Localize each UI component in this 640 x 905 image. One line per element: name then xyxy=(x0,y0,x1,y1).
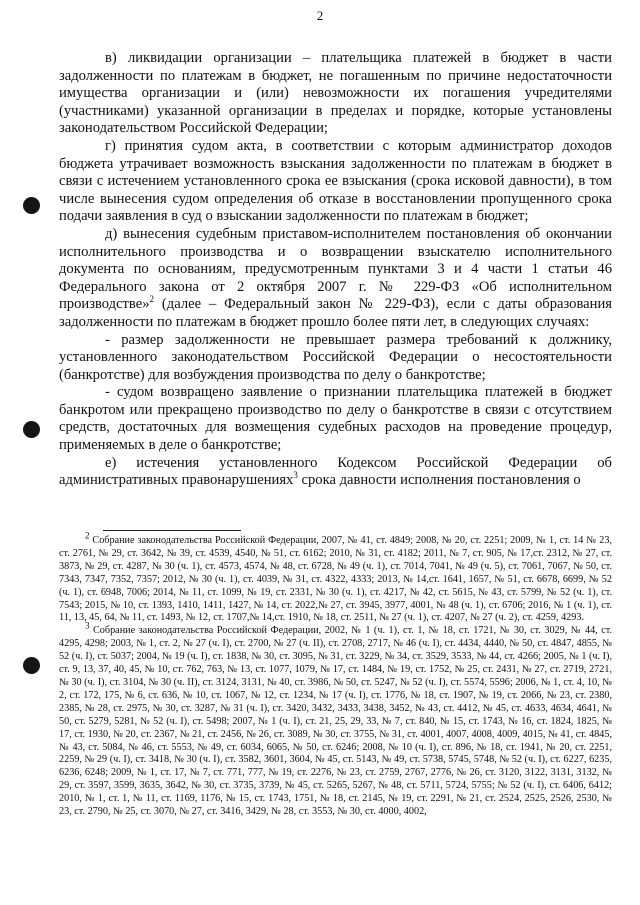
footnote-mark-3: 3 xyxy=(85,620,90,631)
paragraph-d xyxy=(59,226,612,332)
punch-hole-mark xyxy=(23,197,40,214)
footnote-3 xyxy=(59,620,612,819)
list-item-court-returned: - судом возвращено заявление о признании плательщика платежей в бюджет банкротом или прекращено производство по делу о банкротстве в связи с отсутствием средств, достаточных для возмещения судебных расходов на проведение процедур, применяемых в деле о банкротстве; xyxy=(59,384,612,454)
paragraph-v: в) ликвидации организации – плательщика платежей в бюджет в части задолженности по платежам в бюджет, не погашенным по причине недостаточности имущества организации и (или) невозможности их погашения учредителями (участниками) указанной организации в пределах и порядке, которые установлены законодательством Российской Федерации; xyxy=(59,50,612,137)
footnote-2 xyxy=(59,530,613,625)
footnote-ref-3: 3 xyxy=(293,470,298,481)
punch-hole-mark xyxy=(23,421,40,438)
paragraph-e-continuation: срока давности исполнения постановления о xyxy=(301,472,581,489)
footnotes xyxy=(59,530,613,819)
footnote-ref-2: 2 xyxy=(149,294,155,305)
footnote-mark-2: 2 xyxy=(85,530,90,541)
paragraph-d-continuation: (далее – Федеральный закон № 229-ФЗ), если с даты образования задолженности по платежам в бюджет прошло более пяти лет, в следующих случаях: xyxy=(59,296,612,330)
footnote-3-text: Собрание законодательства Российской Федерации, 2002, № 1 (ч. 1), ст. 1, № 18, ст. 1721, № 30, ст. 3029, № 44, ст. 4295, 4298; 2003, № 1, ст. 2, № 27 (ч. I), ст. 2700, № 27 (ч. II), ст. 2708, 2717, № 46 (ч. I), ст. 4434, 4440, № 50, ст. 4847, 4855, № 52 (ч. I), ст. 5037; 2004, № 19 (ч. I), ст. 1838, № 30, ст. 3095, № 31, ст. 3229, № 34, ст. 3529, 3533, № 44, ст. 4266; 2005, № 1 (ч. I), ст. 9, 13, 37, 40, 45, № 10, ст. 762, 763, № 13, ст. 1077, 1079, № 17, ст. 1484, № 19, ст. 1752, № 25, ст. 2431, № 27, ст. 2719, 2721, № 30 (ч. I), ст. 3104, № 30 (ч. II), ст. 3124, 3131, № 40, ст. 3986, № 50, ст. 5247, № 52 (ч. I), ст. 5574, 5596; 2006, № 1, ст. 4, 10, № 2, ст. 172, 175, № 6, ст. 636, № 10, ст. 1067, № 12, ст. 1234, № 17 (ч. I), ст. 1776, № 18, ст. 1907, № 19, ст. 2066, № 23, ст. 2380, 2385, № 28, ст. 2975, № 30, ст. 3287, № 31 (ч. I), ст. 3420, 3432, 3433, 3438, 3452, № 43, ст. 4412, № 45, ст. 4633, 4634, 4641, № 50, ст. 5279, 5281, № 52 (ч. I), ст. 5498; 2007, № 1 (ч. I), ст. 21, 25, 29, 33, № 7, ст. 840, № 15, ст. 1743, № 16, ст. 1824, 1825, № 17, ст. 1930, № 20, ст. 2367, № 21, ст. 2456, № 26, ст. 3089, № 30, ст. 3755, № 31, ст. 4001, 4007, 4008, 4009, 4015, № 41, ст. 4845, № 43, ст. 5084, № 46, ст. 5553, № 49, ст. 6034, 6065, № 50, ст. 6246; 2008, № 10 (ч. I), ст. 896, № 18, ст. 1941, № 20, ст. 2251, 2259, № 29 (ч. I), ст. 3418, № 30 (ч. I), ст. 3582, 3601, 3604, № 45, ст. 5143, № 49, ст. 5738, 5745, 5748, № 52 (ч. I), ст. 6227, 6235, 6236, 6248; 2009, № 1, ст. 17, № 7, ст. 771, 777, № 19, ст. 2276, № 23, ст. 2759, 2767, 2776, № 26, ст. 3120, 3122, 3131, 3132, № 29, ст. 3597, 3599, 3635, 3642, № 30, ст. 3735, 3739, № 45, ст. 5265, 5267, № 48, ст. 5711, 5724, 5755; № 52 (ч. I), ст. 6406, 6412; 2010, № 1, ст. 1, № 11, ст. 1169, 1176, № 15, ст. 1743, 1751, № 18, ст. 2145, № 19, ст. 2291, № 21, ст. 2524, 2525, 2526, 2530, № 23, ст. 2790, № 25, ст. 3070, № 27, ст. 3416, 3429, № 28, ст. 3553, № 30, ст. 4000, 4002, xyxy=(59,625,612,818)
paragraph-e xyxy=(59,455,612,490)
list-item-debt-size: - размер задолженности не превышает размера требований к должнику, установленного законодательством Российской Федерации о несостоятельности (банкротстве) для возбуждения производства по делу о банкротстве; xyxy=(59,331,612,383)
punch-hole-mark xyxy=(23,657,40,674)
footnote-2-text: Собрание законодательства Российской Федерации, 2007, № 41, ст. 4849; 2008, № 20, ст. 2251; 2009, № 1, ст. 14 № 23, ст. 2761, № 29, ст. 3642, № 39, ст. 4539, 4540, № 51, ст. 6162; 2010, № 31, ст. 4182; 2011, № 7, ст. 905, № 17,ст. 2312, № 27, ст. 3873, № 29, ст. 4287, № 30 (ч. 1), ст. 4573, 4574, № 48, ст. 6728, № 49 (ч. 1), ст. 7014, 7041, № 49 (ч. 5), ст. 7061, 7067, № 50, ст. 7343, 7347, 7352, 7357; 2012, № 30 (ч. 1), ст. 4039, № 31, ст. 4322, 4333; 2013, № 14,ст. 1641, 1657, № 51, ст. 6678, 6699, № 52 (ч. 1), ст. 6948, 7006; 2014, № 11, ст. 1099, № 19, ст. 2331, № 30 (ч. 1), ст. 4217, № 42, ст. 5615, № 43, ст. 5799, № 52 (ч. 1), ст. 7543; 2015, № 10, ст. 1393, 1410, 1411, 1427, № 14, ст. 2022,№ 27, ст. 3945, 3977, 4001, № 48 (ч. 1), ст. 6706; 2016, № 1 (ч. 1), ст. 11, 13, 45, 64, № 11, ст. 1493, № 12, ст. 1707,№ 14,ст. 1910, № 18, ст. 2511, № 27 (ч. 1), ст. 4207, № 27 (ч. 2), ст. 4259, 4293. xyxy=(59,535,613,624)
footnote-separator xyxy=(103,530,241,531)
paragraph-g: г) принятия судом акта, в соответствии с которым администратор доходов бюджета утрачивает возможность взыскания задолженности по платежам в бюджет в связи с истечением установленного срока ее взыскания (срока исковой давности), в том числе вынесения судом определения об отказе в восстановлении пропущенного срока подачи заявления в суд о взыскании задолженности по платежам в бюджет; xyxy=(59,137,612,225)
document-body xyxy=(59,50,612,490)
paragraph-e-text: е) истечения установленного Кодексом Российской Федерации об административных правонарушениях xyxy=(59,454,612,489)
page-number: 2 xyxy=(316,8,324,23)
paragraph-d-text: д) вынесения судебным приставом-исполнителем постановления об окончании исполнительного производства и о возвращении взыскателю исполнительного документа по основаниям, предусмотренным пунктами 3 и 4 части 1 статьи 46 Федерального закона от 2 октября 2007 г. № 229-ФЗ «Об исполнительном производстве» xyxy=(59,225,612,313)
